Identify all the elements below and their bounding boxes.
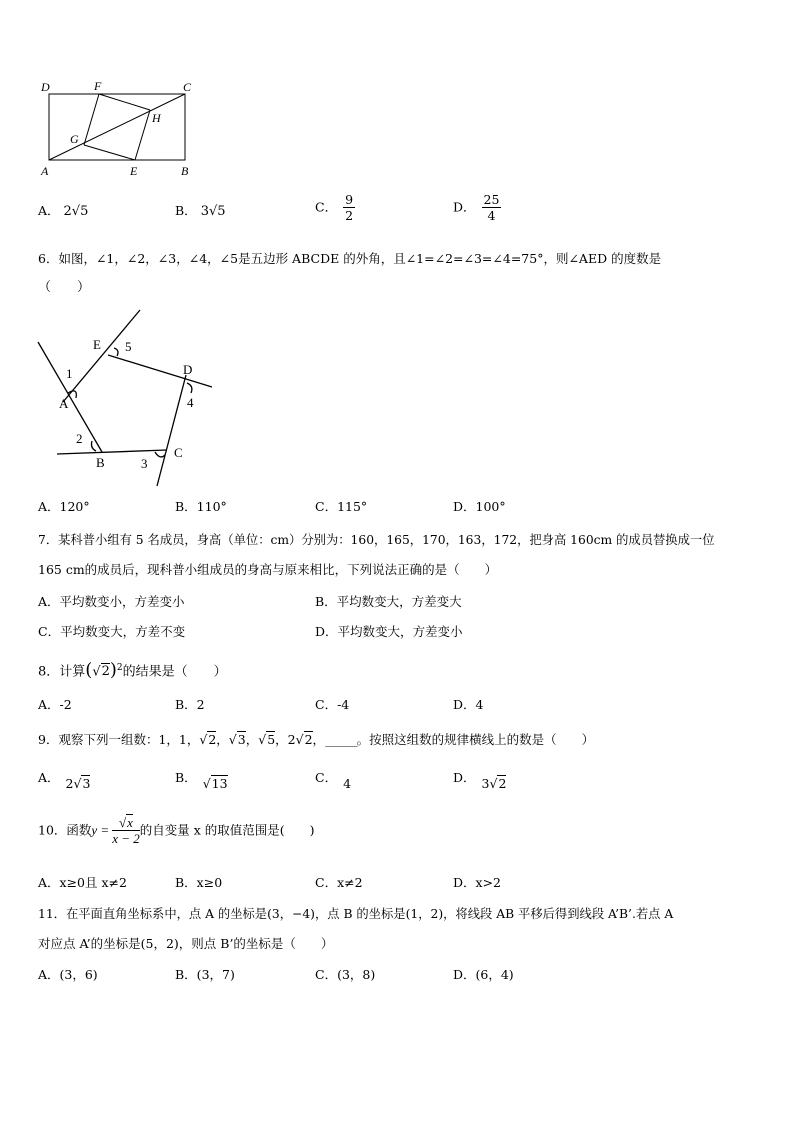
option-label: D．: [453, 199, 476, 215]
sqrt-2: √2: [199, 732, 217, 747]
angle-mark-5: [114, 348, 118, 356]
q11-option-c[interactable]: C．(3，8): [315, 967, 376, 982]
q10-option-c[interactable]: C．x≠2: [315, 875, 363, 890]
label-e: E: [130, 164, 138, 178]
line-dc-ext: [157, 375, 186, 486]
q6-question-line1: 6．如图，∠1，∠2，∠3，∠4，∠5是五边形 ABCDE 的外角，且∠1=∠2=∠3=∠4=75°，则∠AED 的度数是: [38, 251, 662, 266]
q7-question-line2: 165 cm的成员后，现科普小组成员的身高与原来相比，下列说法正确的是（ ）: [38, 562, 498, 577]
rectangle-figure: [34, 76, 204, 180]
q8-option-b[interactable]: B．2: [175, 697, 205, 712]
label-c: C: [183, 80, 192, 94]
option-label: D．: [453, 770, 476, 785]
radicand: 3: [237, 732, 246, 747]
q9-question: 9．观察下列一组数：1，1，√2，√3，√5，2√2，______。按照这组数的规律横线上的数是（ ）: [38, 732, 595, 747]
q8-question: 8．计算$(√2)^2$的结果是（ ）: [38, 659, 227, 681]
segment-ge: [84, 145, 135, 160]
angle-mark-2: [92, 441, 97, 451]
denominator: 2: [345, 208, 354, 223]
q10-option-a[interactable]: A．x≥0且 x≠2: [38, 875, 127, 890]
sqrt-5: √5: [258, 732, 276, 747]
q7-option-c[interactable]: C．平均数变大，方差不变: [38, 624, 186, 639]
function-fraction: [112, 815, 140, 846]
line-cb-ext: [57, 450, 167, 454]
q10-suffix: 的自变量 x 的取值范围是( ): [139, 822, 315, 838]
q5-option-c[interactable]: [315, 192, 355, 223]
radicand: 2: [208, 732, 217, 747]
numerator: 25: [483, 192, 500, 207]
numerator: √x: [112, 815, 140, 831]
q9-option-c[interactable]: [315, 770, 352, 791]
radicand: x: [127, 815, 133, 830]
label-d: D: [41, 80, 50, 94]
q6-option-a[interactable]: A．120°: [38, 499, 90, 514]
option-value: 2√5: [63, 204, 89, 219]
q11-question-line1: 11．在平面直角坐标系中，点 A 的坐标是(3，−4)，点 B 的坐标是(1，2)，将线段 AB 平移后得到线段 A’B’.若点 A: [38, 907, 674, 921]
q6-option-b[interactable]: B．110°: [175, 499, 227, 514]
radicand: 2: [498, 776, 507, 791]
q9-prefix: 9．观察下列一组数：1，1，: [38, 732, 200, 747]
denominator: x − 2: [112, 831, 140, 846]
q10-option-b[interactable]: B．x≥0: [175, 875, 223, 890]
q6-option-d[interactable]: D．100°: [453, 499, 506, 514]
q7-option-b[interactable]: B．平均数变大，方差变大: [315, 594, 462, 609]
q11-option-a[interactable]: A．(3，6): [38, 967, 98, 982]
vertex-a: A: [59, 396, 69, 411]
label-f: F: [94, 79, 102, 93]
coef: 2: [65, 776, 74, 791]
angle-mark-4: [187, 383, 192, 393]
option-label: B．: [175, 770, 197, 785]
coef: 2: [287, 732, 296, 747]
pentagon-figure: [30, 300, 220, 490]
label-a: A: [41, 164, 49, 178]
line-ba-ext: [38, 342, 102, 452]
q10-option-d[interactable]: D．x>2: [453, 875, 501, 890]
vertex-b: B: [96, 455, 105, 470]
q5-option-b[interactable]: [175, 203, 226, 220]
angle-label-1: 1: [66, 366, 73, 381]
diagonal-ac: [49, 94, 185, 160]
q7-option-a[interactable]: A．平均数变小，方差变小: [38, 594, 185, 609]
label-b: B: [181, 164, 189, 178]
numerator: 9: [345, 192, 354, 207]
q11-option-b[interactable]: B．(3，7): [175, 967, 235, 982]
fraction: [482, 192, 502, 223]
angle-label-3: 3: [141, 456, 148, 471]
q7-option-d[interactable]: D．平均数变大，方差变小: [315, 624, 463, 639]
line-ae-ext: [63, 310, 140, 402]
q11-option-d[interactable]: D．(6，4): [453, 967, 514, 982]
q8-option-d[interactable]: D．4: [453, 697, 484, 712]
label-g: G: [70, 132, 79, 146]
exponent: 2: [116, 663, 123, 673]
option-label: B．: [175, 203, 197, 218]
option-label: C．: [315, 199, 338, 215]
angle-mark-3: [155, 452, 165, 457]
option-value: 3√2: [481, 776, 507, 791]
line-ed-ext: [108, 355, 212, 387]
option-value: 4: [343, 776, 352, 791]
function-y: y =: [91, 822, 110, 838]
q9-option-d[interactable]: [453, 770, 507, 791]
radicand: 5: [267, 732, 276, 747]
q9-suffix: 。按照这组数的规律横线上的数是（ ）: [356, 732, 595, 747]
q8-expression: (: [85, 659, 93, 681]
q8-option-c[interactable]: C．-4: [315, 697, 350, 712]
vertex-c: C: [174, 445, 183, 460]
coef: 3: [481, 776, 490, 791]
vertex-e: E: [93, 337, 101, 352]
option-value: 2√3: [65, 776, 91, 791]
q9-option-b[interactable]: [175, 770, 228, 791]
q5-option-d[interactable]: [453, 192, 501, 223]
radicand: 2: [101, 664, 110, 680]
q11-question-line2: 对应点 A’的坐标是(5，2)，则点 B’的坐标是（ ）: [38, 936, 334, 951]
q8-sqrt: √2: [92, 664, 110, 680]
angle-label-5: 5: [125, 339, 132, 354]
label-h: H: [152, 111, 161, 125]
q6-question-line2: （ ）: [38, 280, 91, 295]
q10-question: [38, 815, 315, 846]
sqrt-2b: √2: [295, 732, 313, 747]
q7-question-line1: 7．某科普小组有 5 名成员，身高（单位：cm）分别为：160，165，170，163，172，把身高 160cm 的成员替换成一位: [38, 533, 715, 547]
segment-fh: [99, 94, 150, 110]
option-label: A．: [38, 770, 60, 785]
option-value: 3√5: [200, 204, 226, 219]
q8-prefix: 8．计算: [38, 664, 86, 680]
radicand: 3: [82, 776, 91, 791]
fraction: [343, 192, 355, 223]
angle-label-2: 2: [76, 431, 83, 446]
q8-suffix: 的结果是（ ）: [122, 664, 227, 680]
radicand: 13: [211, 776, 228, 791]
option-label: A．: [38, 203, 60, 218]
q6-option-c[interactable]: C．115°: [315, 499, 368, 514]
vertex-d: D: [183, 362, 193, 377]
sqrt-3: √3: [228, 732, 246, 747]
q5-option-a[interactable]: [38, 203, 88, 220]
radicand: 2: [304, 732, 313, 747]
q10-prefix: 10．函数: [38, 822, 92, 838]
option-label: C．: [315, 770, 338, 785]
q9-option-a[interactable]: [38, 770, 91, 791]
answer-blank: ______: [325, 732, 357, 747]
denominator: 4: [487, 208, 496, 223]
q8-option-a[interactable]: A．-2: [38, 697, 72, 712]
angle-label-4: 4: [187, 395, 194, 410]
option-value: √13: [202, 776, 228, 791]
